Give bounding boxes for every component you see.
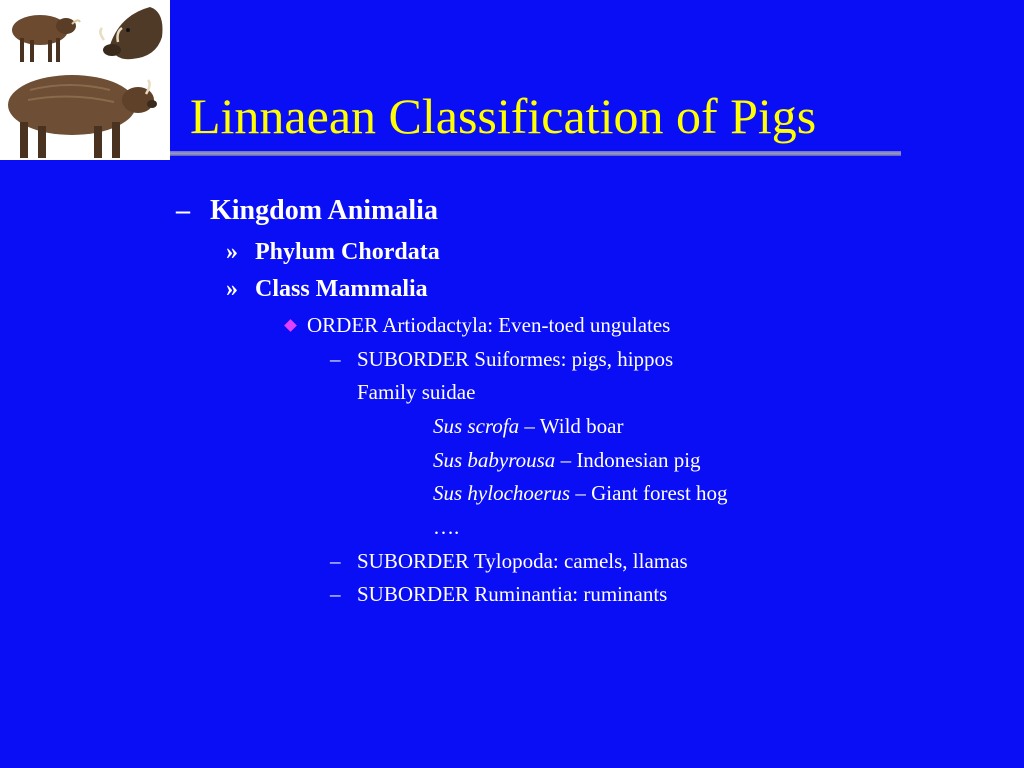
kingdom-item bbox=[176, 195, 438, 227]
family-text: Family suidae bbox=[357, 380, 476, 404]
chevron-bullet: » bbox=[226, 276, 238, 302]
ellipsis-text: …. bbox=[433, 515, 460, 539]
pig-illustrations-icon bbox=[0, 0, 170, 160]
large-pig-figure bbox=[8, 75, 157, 158]
suborder-ruminantia-item bbox=[330, 582, 667, 607]
class-item bbox=[226, 276, 428, 303]
suborder-tylopoda-text: SUBORDER Tylopoda: camels, llamas bbox=[357, 549, 688, 573]
dash-bullet: – bbox=[330, 549, 341, 573]
species-common-name: Wild boar bbox=[539, 414, 624, 438]
species-name: Sus scrofa bbox=[433, 414, 520, 438]
family-item bbox=[357, 380, 475, 405]
chevron-bullet: » bbox=[226, 239, 238, 265]
dash-bullet: – bbox=[330, 347, 341, 371]
suborder-tylopoda-item bbox=[330, 549, 688, 574]
phylum-item bbox=[226, 239, 440, 266]
species-separator: – bbox=[555, 448, 577, 472]
pig-head-figure bbox=[100, 7, 162, 59]
species-common-name: Giant forest hog bbox=[591, 481, 728, 505]
species-separator: – bbox=[570, 481, 592, 505]
species-item bbox=[433, 448, 701, 473]
phylum-text: Phylum Chordata bbox=[255, 239, 440, 265]
species-name: Sus babyrousa bbox=[433, 448, 556, 472]
species-separator: – bbox=[519, 414, 540, 438]
species-name: Sus hylochoerus bbox=[433, 481, 571, 505]
suborder-suiformes-item bbox=[330, 347, 673, 372]
dash-bullet: – bbox=[330, 582, 341, 606]
title-divider bbox=[170, 151, 901, 156]
suborder-suiformes-text: SUBORDER Suiformes: pigs, hippos bbox=[357, 347, 674, 371]
species-common-name: Indonesian pig bbox=[576, 448, 701, 472]
dash-bullet: – bbox=[176, 195, 190, 226]
diamond-bullet-icon bbox=[284, 319, 297, 332]
suborder-ruminantia-text: SUBORDER Ruminantia: ruminants bbox=[357, 582, 668, 606]
species-item bbox=[433, 481, 728, 506]
slide-title: Linnaean Classification of Pigs bbox=[190, 88, 817, 144]
pig-illustrations-image bbox=[0, 0, 170, 160]
species-item bbox=[433, 414, 624, 439]
class-text: Class Mammalia bbox=[255, 276, 428, 302]
ellipsis-item bbox=[433, 515, 459, 540]
order-text: ORDER Artiodactyla: Even-toed ungulates bbox=[307, 313, 671, 337]
order-item bbox=[283, 313, 670, 338]
kingdom-text: Kingdom Animalia bbox=[210, 195, 438, 226]
small-pig-figure bbox=[12, 15, 80, 62]
